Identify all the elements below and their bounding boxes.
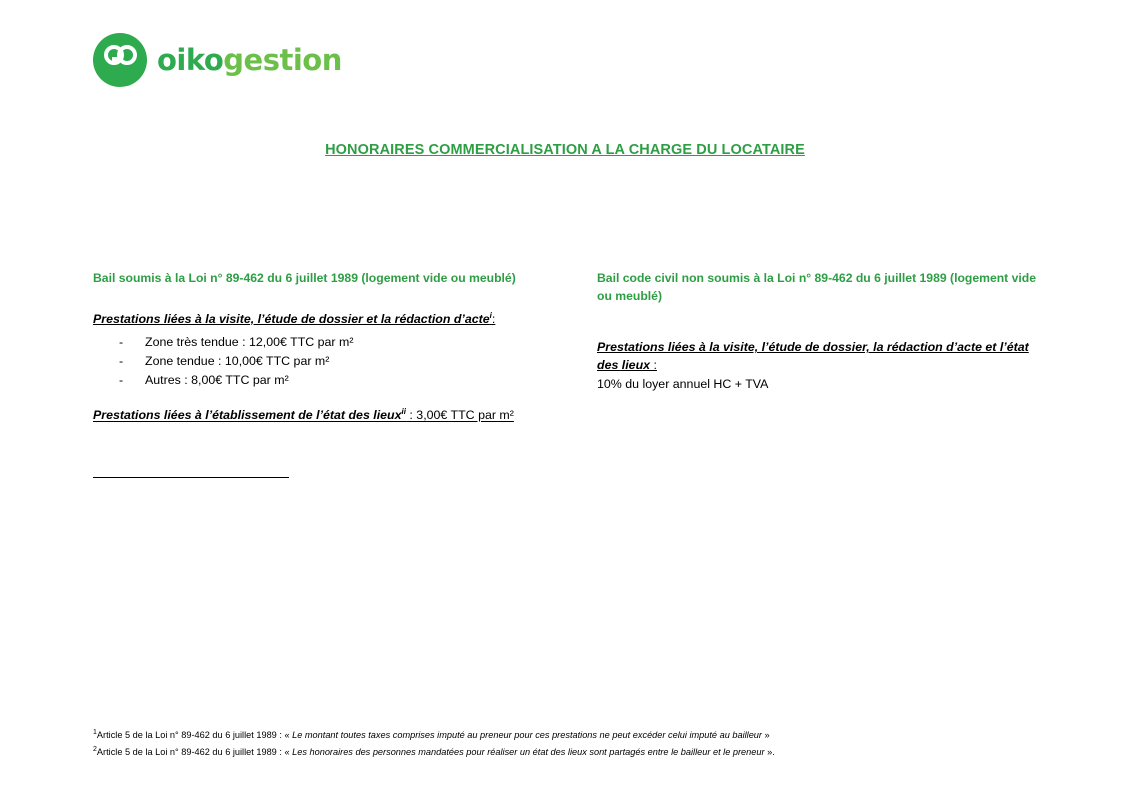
right-column-heading: Bail code civil non soumis à la Loi n° 89-462 du 6 juillet 1989 (logement vide ou meublé): [597, 271, 1037, 303]
right-section1-lead: [597, 339, 1047, 375]
right-section1-lead-text: Prestations liées à la visite, l’étude de dossier, la rédaction d’acte et l’état des lieux: [597, 340, 1029, 373]
footnote-2-ref: Article 5 de la Loi n° 89-462 du 6 juillet 1989 : «: [96, 747, 293, 758]
right-section1-value: 10% du loyer annuel HC + TVA: [597, 377, 769, 392]
oiko-circle-logo-icon: [93, 33, 147, 87]
footnote-1-quote: Le montant toutes taxes comprises imputé au preneur pour ces prestations ne peut excéder celui imputé au bailleur: [292, 730, 762, 741]
left-section1-lead-suffix: :: [491, 311, 496, 326]
left-section2-lead-text: Prestations liées à l’établissement de l’état des lieux: [93, 408, 402, 423]
footnote-1-end: »: [761, 730, 770, 741]
footnote-1-ref: Article 5 de la Loi n° 89-462 du 6 juillet 1989 : «: [96, 730, 293, 741]
left-section1-lead-text: Prestations liées à la visite, l’étude de dossier et la rédaction d’acte: [93, 311, 490, 326]
footnote-2-end: ».: [764, 747, 775, 758]
left-column-heading: Bail soumis à la Loi n° 89-462 du 6 juillet 1989 (logement vide ou meublé): [93, 271, 516, 285]
footnote-marker-1: i: [489, 310, 492, 320]
left-section2-value: : 3,00€ TTC par m²: [405, 408, 514, 423]
logo-word-oiko: oiko: [157, 43, 224, 77]
left-section1-lead: [93, 310, 563, 329]
footnote-marker-2: ii: [401, 407, 406, 417]
footnote-1-number: 1: [93, 729, 97, 736]
footnote-2: [93, 745, 1053, 759]
right-column: [597, 270, 1047, 394]
left-column: [93, 270, 563, 426]
logo-word-gestion: gestion: [223, 43, 342, 77]
footnote-separator: [93, 477, 289, 478]
footnotes: [93, 728, 1053, 763]
logo-wordmark: [157, 43, 342, 77]
list-item: - Zone tendue : 10,00€ TTC par m²: [93, 352, 563, 371]
list-item: - Zone très tendue : 12,00€ TTC par m²: [93, 333, 563, 352]
page-title: HONORAIRES COMMERCIALISATION A LA CHARGE DU LOCATAIRE: [325, 142, 805, 158]
footnote-1: [93, 728, 1053, 742]
left-section1-list: [93, 333, 563, 391]
left-section2-lead: [93, 406, 563, 425]
list-item: - Autres : 8,00€ TTC par m²: [93, 371, 563, 390]
footnote-2-number: 2: [93, 746, 97, 754]
right-section1-lead-suffix: :: [650, 358, 657, 373]
logo-ring-right: [117, 45, 137, 65]
footnote-2-quote: Les honoraires des personnes mandatées pour réaliser un état des lieux sont partagés entre le bailleur et le preneur: [292, 747, 765, 758]
company-logo: [93, 33, 342, 87]
